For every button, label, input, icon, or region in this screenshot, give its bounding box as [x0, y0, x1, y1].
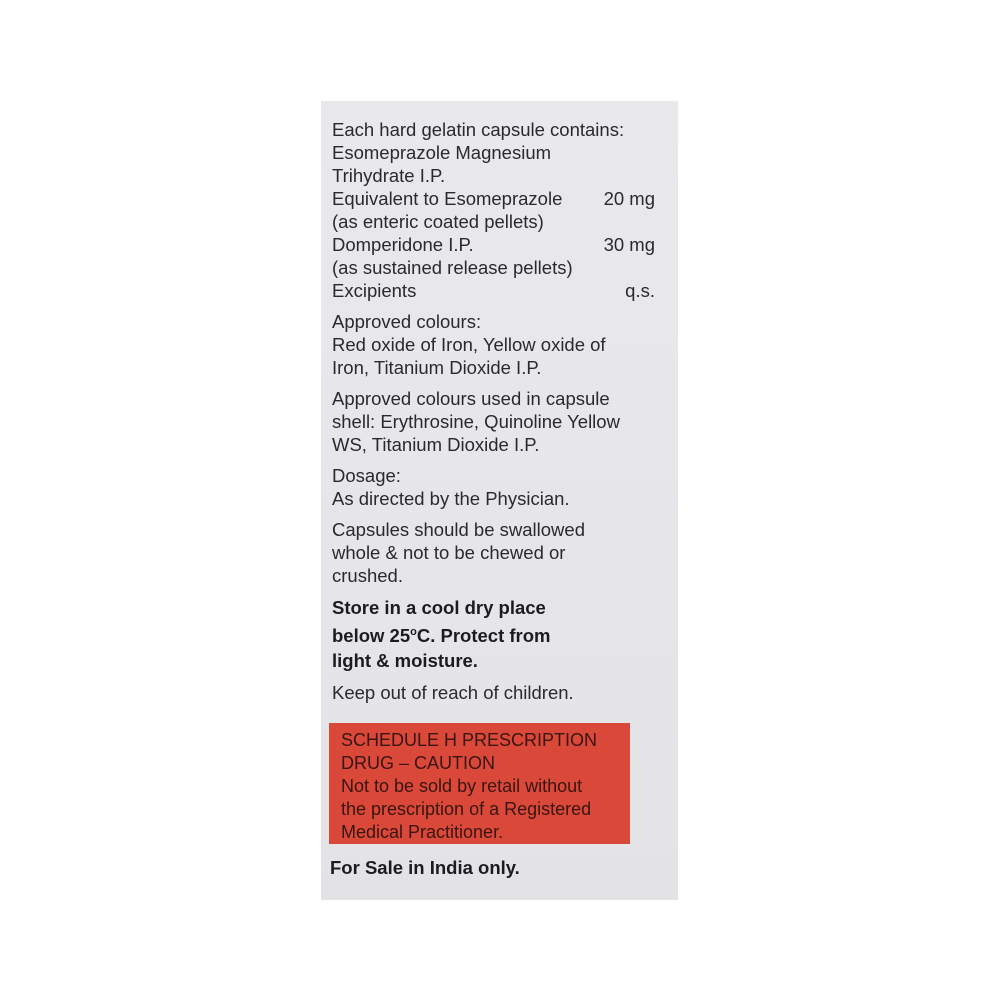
swallow-line3: crushed. — [332, 565, 403, 586]
storage-section — [332, 595, 655, 673]
storage-line2-post: C. Protect from — [416, 625, 551, 646]
caution-line3: Not to be sold by retail without — [341, 776, 583, 796]
ingredient1-line1: Esomeprazole Magnesium — [332, 142, 552, 163]
dosage-text: As directed by the Physician. — [332, 488, 570, 509]
equivalent-label: Equivalent to Esomeprazole — [332, 188, 563, 209]
caution-line5: Medical Practitioner. — [341, 822, 504, 842]
equivalent-amount: 20 mg — [603, 188, 655, 209]
dosage-section — [332, 464, 655, 510]
ingredient2-amount: 30 mg — [603, 234, 655, 255]
ingredient2-row — [332, 233, 655, 256]
storage-line3: light & moisture. — [332, 650, 478, 671]
swallow-line1: Capsules should be swallowed — [332, 519, 585, 540]
dosage-heading: Dosage: — [332, 465, 401, 486]
colours-line1: Red oxide of Iron, Yellow oxide of — [332, 334, 606, 355]
label-content — [332, 118, 655, 704]
caution-line1: SCHEDULE H PRESCRIPTION — [341, 730, 598, 750]
medicine-label-panel — [321, 101, 678, 900]
swallow-line2: whole & not to be chewed or — [332, 542, 566, 563]
children-warning: Keep out of reach of children. — [332, 682, 574, 703]
swallow-section — [332, 518, 655, 587]
shell-colours-line3: WS, Titanium Dioxide I.P. — [332, 434, 540, 455]
ingredient2-note: (as sustained release pellets) — [332, 257, 573, 278]
ingredient1-line2: Trihydrate I.P. — [332, 165, 446, 186]
schedule-h-caution-box — [329, 723, 630, 844]
colours-section — [332, 310, 655, 379]
storage-line2 — [332, 620, 655, 648]
storage-line2-pre: below 25 — [332, 625, 411, 646]
excipients-amount: q.s. — [625, 280, 655, 301]
excipients-label: Excipients — [332, 280, 417, 301]
caution-line4: the prescription of a Registered — [341, 799, 592, 819]
composition-heading: Each hard gelatin capsule contains: — [332, 119, 625, 140]
storage-line1: Store in a cool dry place — [332, 597, 546, 618]
shell-colours-line2: shell: Erythrosine, Quinoline Yellow — [332, 411, 620, 432]
composition-section — [332, 118, 655, 302]
shell-colours-section — [332, 387, 655, 456]
excipients-row — [332, 279, 655, 302]
degree-symbol: o — [410, 626, 417, 638]
sale-note: For Sale in India only. — [330, 857, 520, 878]
colours-line2: Iron, Titanium Dioxide I.P. — [332, 357, 542, 378]
shell-colours-line1: Approved colours used in capsule — [332, 388, 610, 409]
ingredient2-label: Domperidone I.P. — [332, 234, 474, 255]
equivalent-row — [332, 187, 655, 210]
equivalent-note: (as enteric coated pellets) — [332, 211, 544, 232]
caution-line2: DRUG – CAUTION — [341, 753, 496, 773]
colours-heading: Approved colours: — [332, 311, 482, 332]
